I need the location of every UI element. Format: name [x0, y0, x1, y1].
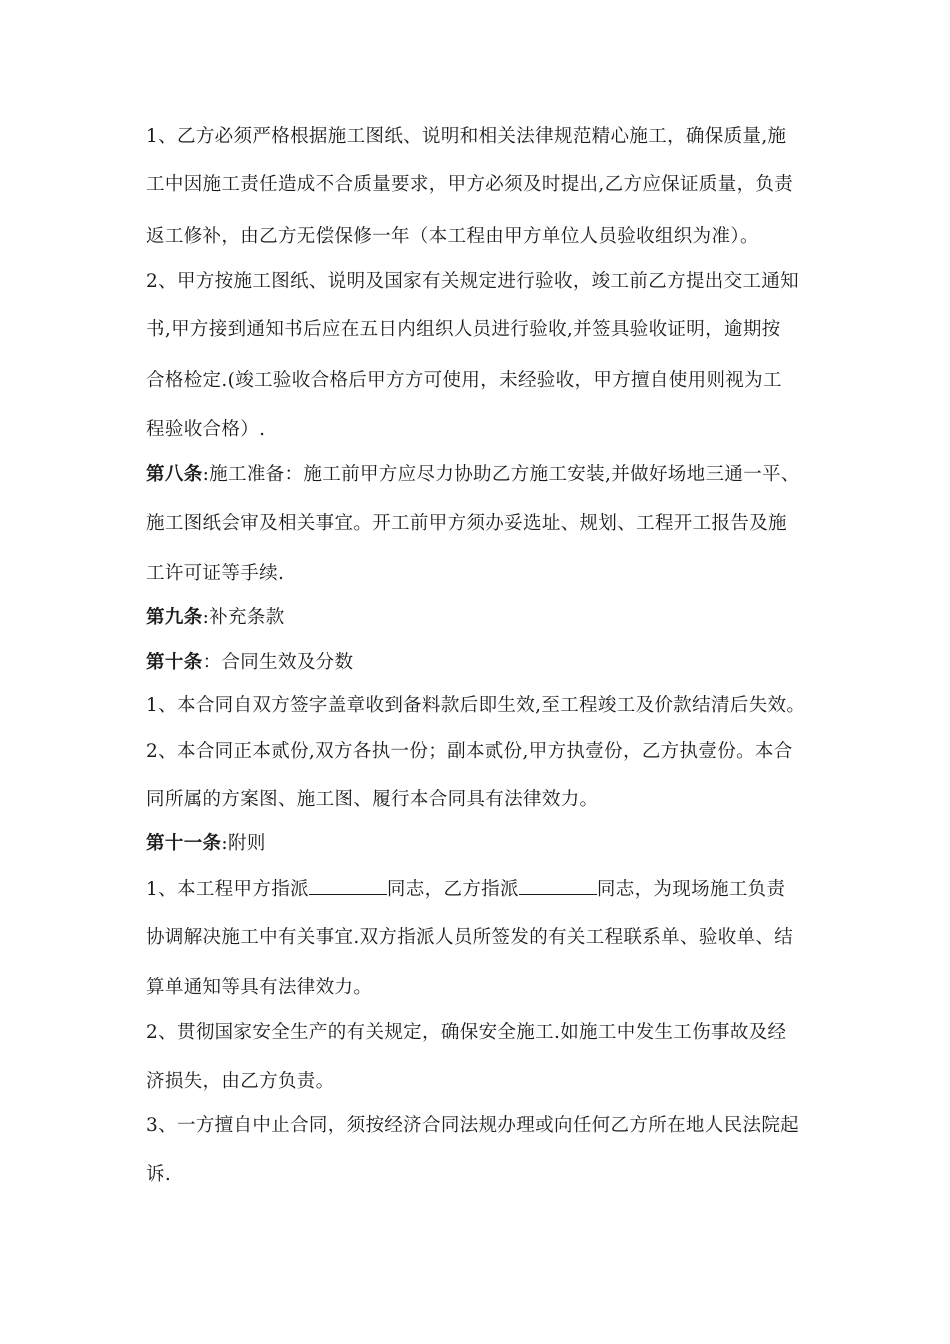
article-9-text: 补充条款 — [209, 607, 285, 628]
article-10-line — [146, 651, 353, 675]
clause-7-item-2-line-1: 2、甲方按施工图纸、说明及国家有关规定进行验收，竣工前乙方提出交工通知 — [146, 271, 800, 292]
article-11-separator: : — [221, 833, 228, 854]
article-11-item-3-line-1: 3、一方擅自中止合同，须按经济合同法规办理或向任何乙方所在地人民法院起 — [146, 1115, 800, 1136]
article-11-item-1-line-1 — [146, 876, 785, 902]
article-10-item-2-line-2: 同所属的方案图、施工图、履行本合同具有法律效力。 — [146, 789, 599, 810]
party-b-representative-blank — [519, 876, 597, 895]
article-10-heading: 第十条 — [146, 652, 203, 673]
item-1-text-b: 同志，乙方指派 — [386, 879, 519, 900]
clause-7-item-2-line-2: 书,甲方接到通知书后应在五日内组织人员进行验收,并签具验收证明，逾期按 — [146, 319, 781, 340]
clause-7-item-2-line-4: 程验收合格）. — [146, 419, 266, 440]
article-10-separator: ： — [202, 652, 222, 673]
article-8-line-3: 工许可证等手续. — [146, 563, 285, 584]
clause-7-item-1-line-1: 1、乙方必须严格根据施工图纸、说明和相关法律规范精心施工，确保质量,施 — [146, 126, 787, 147]
item-1-text-a: 1、本工程甲方指派 — [146, 879, 309, 900]
article-10-text: 合同生效及分数 — [221, 652, 354, 673]
article-8-line-2: 施工图纸会审及相关事宜。开工前甲方须办妥选址、规划、工程开工报告及施 — [146, 513, 787, 534]
article-11-line — [146, 832, 266, 856]
article-11-item-2-line-2: 济损失，由乙方负责。 — [146, 1071, 335, 1092]
article-11-item-1-line-2: 协调解决施工中有关事宜.双方指派人员所签发的有关工程联系单、验收单、结 — [146, 927, 794, 948]
article-11-item-1-line-3: 算单通知等具有法律效力。 — [146, 977, 373, 998]
article-10-item-1: 1、本合同自双方签字盖章收到备料款后即生效,至工程竣工及价款结清后失效。 — [146, 695, 806, 716]
clause-7-item-1-line-2: 工中因施工责任造成不合质量要求，甲方必须及时提出,乙方应保证质量，负责 — [146, 174, 794, 195]
article-11-text: 附则 — [228, 833, 266, 854]
item-1-text-c: 同志，为现场施工负责 — [596, 879, 786, 900]
article-10-item-2-line-1: 2、本合同正本贰份,双方各执一份；副本贰份,甲方执壹份，乙方执壹份。本合 — [146, 741, 793, 762]
article-11-item-3-line-2: 诉. — [146, 1164, 172, 1185]
article-11-item-2-line-1: 2、贯彻国家安全生产的有关规定，确保安全施工.如施工中发生工伤事故及经 — [146, 1022, 787, 1043]
article-11-heading: 第十一条 — [146, 833, 222, 854]
article-8-separator: : — [202, 464, 210, 485]
article-9-line — [146, 606, 285, 630]
clause-7-item-2-line-3: 合格检定.(竣工验收合格后甲方方可使用，未经验收，甲方擅自使用则视为工 — [146, 370, 782, 391]
article-9-separator: : — [202, 607, 210, 628]
article-9-heading: 第九条 — [146, 607, 203, 628]
article-8-heading: 第八条 — [146, 464, 203, 485]
article-8-text: 施工准备：施工前甲方应尽力协助乙方施工安装,并做好场地三通一平、 — [209, 464, 800, 485]
article-8-line-1 — [146, 463, 800, 487]
clause-7-item-1-line-3: 返工修补，由乙方无偿保修一年（本工程由甲方单位人员验收组织为准）。 — [146, 226, 759, 247]
party-a-representative-blank — [309, 876, 387, 895]
